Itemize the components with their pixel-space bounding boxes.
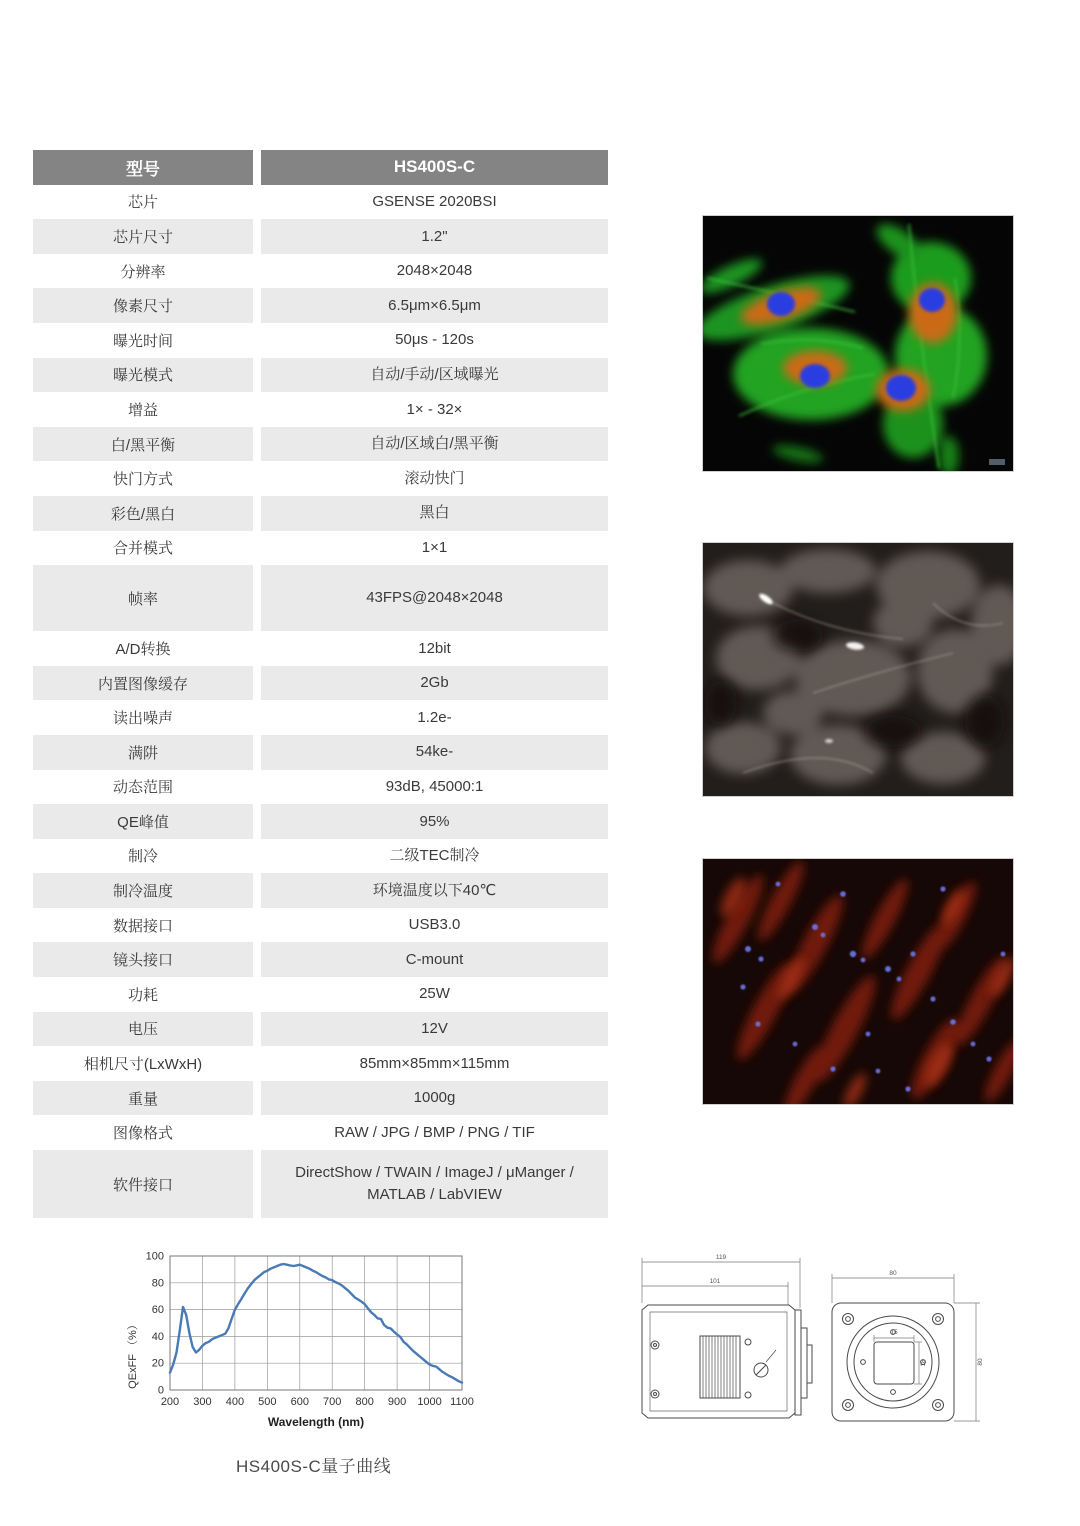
spec-value: 85mm×85mm×115mm [359, 1054, 510, 1072]
spec-row [33, 427, 608, 462]
spec-label: 像素尺寸 [33, 288, 253, 323]
spec-row [33, 631, 608, 666]
spec-label: A/D转换 [115, 640, 171, 658]
spec-label: 电压 [33, 1012, 253, 1047]
spec-row [33, 254, 608, 289]
svg-text:100: 100 [145, 1250, 164, 1263]
svg-text:300: 300 [193, 1396, 212, 1408]
camera-front-view-drawing [832, 1274, 980, 1421]
svg-text:20: 20 [151, 1357, 164, 1370]
svg-text:800: 800 [355, 1396, 374, 1408]
x-axis-label: Wavelength (nm) [267, 1415, 365, 1429]
svg-text:1100: 1100 [450, 1396, 474, 1408]
qe-chart-plot-area [146, 1251, 474, 1409]
spec-label: 曝光模式 [33, 358, 253, 393]
spec-value: 1×1 [421, 538, 448, 556]
spec-row [33, 185, 608, 220]
spec-value: 54ke- [261, 735, 608, 770]
front-view-height-dim: 80 [977, 1358, 984, 1366]
fluorescence-cells-art [703, 216, 1013, 471]
dimension-drawings [628, 1248, 1008, 1443]
spec-value: 自动/区域白/黑平衡 [261, 427, 608, 462]
spec-table [33, 150, 608, 1218]
spec-row [33, 1012, 608, 1047]
spec-table-header-row [33, 150, 608, 185]
spec-row [33, 565, 608, 631]
spec-value: 环境温度以下40℃ [261, 873, 608, 908]
spec-label: 读出噪声 [112, 710, 173, 728]
spec-value: 2Gb [261, 666, 608, 701]
spec-label: 内置图像缓存 [33, 666, 253, 701]
spec-value: 1000g [261, 1081, 608, 1116]
spec-label: 曝光时间 [112, 332, 173, 350]
spec-row [33, 942, 608, 977]
svg-text:60: 60 [151, 1304, 164, 1317]
svg-text:40: 40 [151, 1330, 164, 1343]
spec-value: 滚动快门 [404, 469, 465, 487]
front-view-width-dim: 80 [889, 1270, 897, 1277]
spec-row [33, 700, 608, 735]
spec-label: 增益 [127, 401, 158, 419]
spec-value: 黑白 [261, 496, 608, 531]
spec-value: 43FPS@2048×2048 [261, 565, 608, 631]
spec-label: QE峰值 [33, 804, 253, 839]
spec-value: GSENSE 2020BSI [372, 193, 497, 211]
spec-row [33, 735, 608, 770]
spec-row [33, 358, 608, 393]
spec-row [33, 288, 608, 323]
spec-label: 合并模式 [112, 540, 173, 558]
svg-text:1000: 1000 [417, 1396, 442, 1408]
front-view-window-width-dim: 15 [890, 1329, 898, 1336]
spec-value: 1.2" [261, 219, 608, 254]
svg-text:0: 0 [157, 1384, 164, 1397]
spec-row [33, 770, 608, 805]
spec-label: 功耗 [127, 986, 158, 1004]
spec-label: 制冷 [127, 848, 158, 866]
qe-curve-chart [100, 1246, 500, 1446]
spec-value: 95% [261, 804, 608, 839]
svg-text:900: 900 [387, 1396, 407, 1408]
spec-value: C-mount [261, 942, 608, 977]
sample-image-red-tissue [702, 858, 1014, 1105]
spec-value: 25W [419, 985, 450, 1003]
spec-value: 二级TEC制冷 [389, 847, 480, 865]
spec-label: 数据接口 [112, 917, 173, 935]
spec-header-label: 型号 [33, 150, 253, 185]
image-watermark [989, 459, 1005, 465]
spec-label: 白/黑平衡 [33, 427, 253, 462]
spec-row [33, 1115, 608, 1150]
spec-label: 分辨率 [120, 263, 166, 281]
spec-row [33, 804, 608, 839]
spec-row [33, 219, 608, 254]
spec-row [33, 977, 608, 1012]
spec-value: 12V [261, 1012, 608, 1047]
spec-value: 1× - 32× [406, 400, 463, 418]
spec-label: 制冷温度 [33, 873, 253, 908]
spec-row [33, 323, 608, 358]
spec-value: 6.5μm×6.5μm [261, 288, 608, 323]
sample-image-grayscale-cells [702, 542, 1014, 797]
sample-image-fluorescence-cells [702, 215, 1014, 472]
chart-caption: HS400S-C量子曲线 [236, 1457, 392, 1476]
svg-text:400: 400 [225, 1396, 245, 1408]
spec-header-model: HS400S-C [261, 150, 608, 185]
svg-text:700: 700 [323, 1396, 342, 1408]
spec-row [33, 461, 608, 496]
spec-value: 12bit [418, 639, 451, 657]
front-view-window-height-dim: 18 [920, 1359, 927, 1367]
spec-value: DirectShow / TWAIN / ImageJ / μManger / MATLAB / LabVIEW [261, 1150, 608, 1218]
spec-row [33, 1150, 608, 1218]
spec-row [33, 839, 608, 874]
spec-row [33, 531, 608, 566]
spec-label: 芯片 [127, 194, 158, 212]
spec-label: 相机尺寸(LxWxH) [83, 1056, 203, 1074]
side-view-outer-length-dim: 119 [715, 1254, 727, 1261]
spec-label: 芯片尺寸 [33, 219, 253, 254]
spec-row [33, 1046, 608, 1081]
spec-row [33, 873, 608, 908]
svg-text:200: 200 [160, 1396, 180, 1408]
spec-row [33, 1081, 608, 1116]
spec-label: 帧率 [33, 565, 253, 631]
spec-value: RAW / JPG / BMP / PNG / TIF [334, 1123, 535, 1141]
side-view-inner-length-dim: 101 [709, 1278, 721, 1285]
spec-value: 1.2e- [417, 708, 452, 726]
svg-text:80: 80 [151, 1277, 164, 1290]
spec-label: 彩色/黑白 [33, 496, 253, 531]
y-axis-label: QExFF （%） [127, 1319, 139, 1389]
spec-rows [33, 185, 608, 1218]
svg-text:500: 500 [258, 1396, 277, 1408]
spec-row [33, 908, 608, 943]
spec-row [33, 666, 608, 701]
spec-label: 软件接口 [33, 1150, 253, 1218]
spec-row [33, 392, 608, 427]
spec-value: 50μs - 120s [395, 331, 474, 349]
spec-label: 镜头接口 [33, 942, 253, 977]
spec-label: 重量 [33, 1081, 253, 1116]
spec-value: 自动/手动/区域曝光 [261, 358, 608, 393]
spec-label: 动态范围 [112, 779, 173, 797]
spec-row [33, 496, 608, 531]
red-tissue-art [703, 859, 1013, 1104]
spec-label: 满阱 [33, 735, 253, 770]
spec-value: USB3.0 [408, 916, 461, 934]
camera-side-view-drawing [642, 1258, 812, 1418]
spec-value: 2048×2048 [396, 262, 473, 280]
grayscale-cells-art [703, 543, 1013, 796]
spec-label: 图像格式 [112, 1125, 173, 1143]
svg-text:600: 600 [290, 1396, 309, 1408]
spec-value: 93dB, 45000:1 [385, 777, 484, 795]
spec-label: 快门方式 [112, 471, 173, 489]
